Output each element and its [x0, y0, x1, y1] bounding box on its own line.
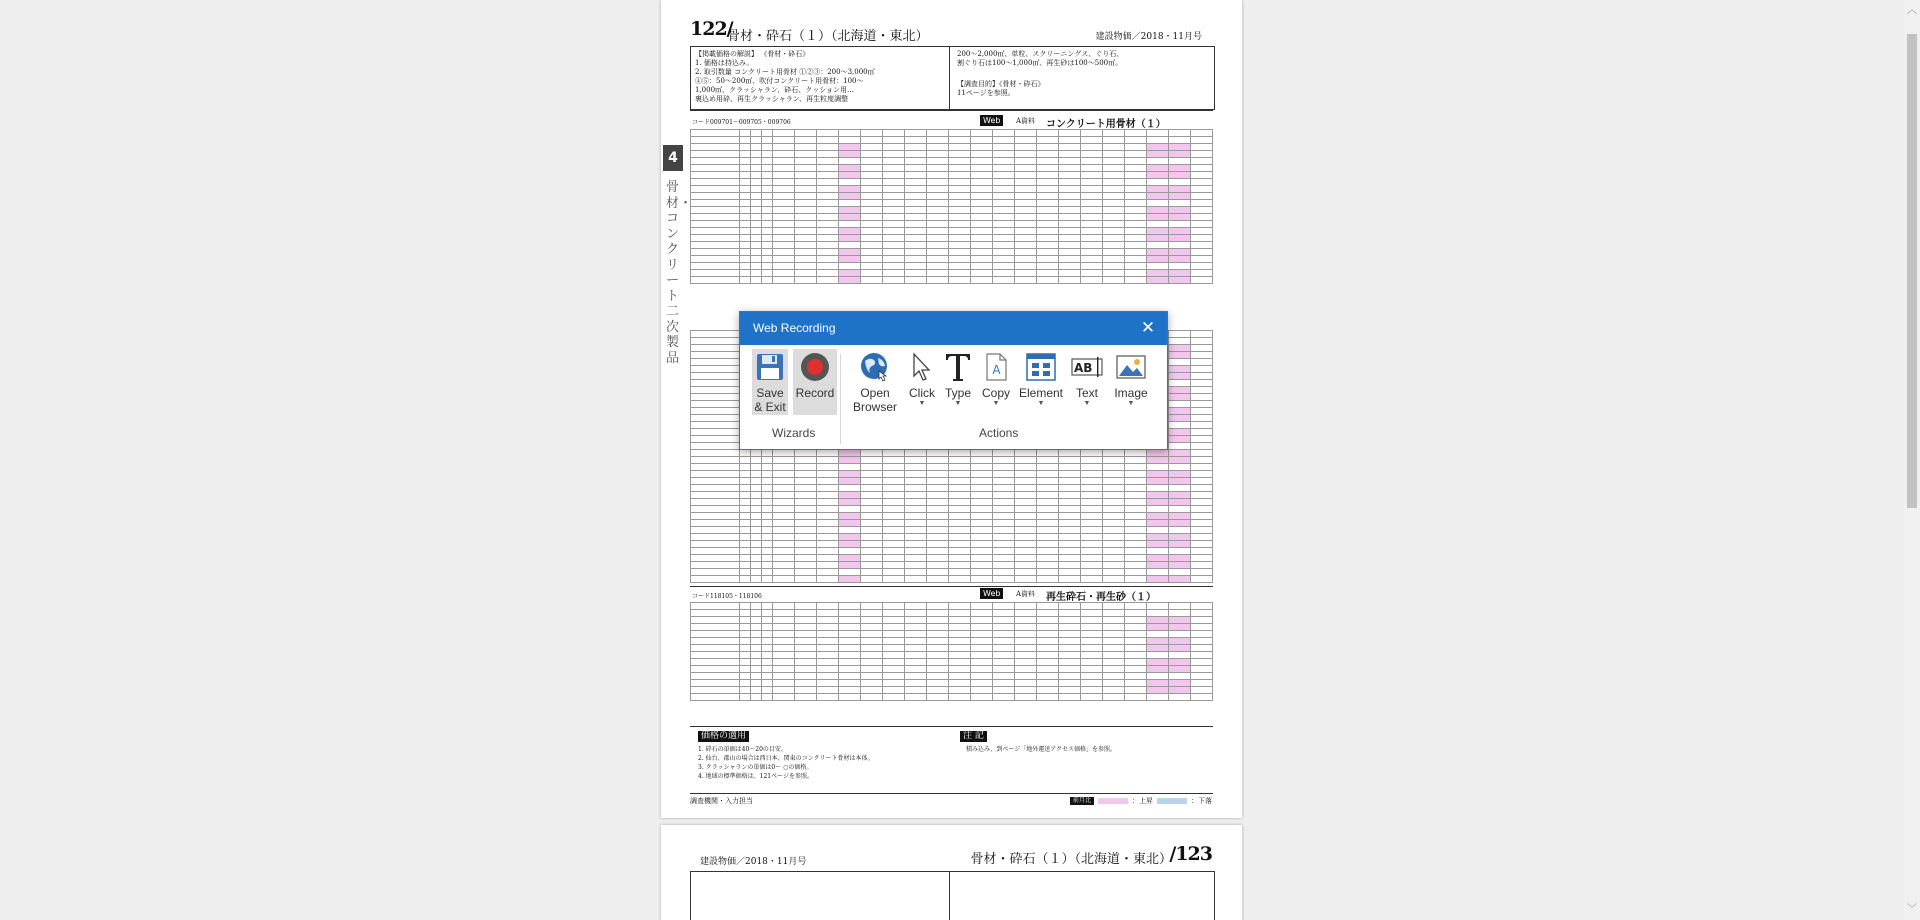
- click-label: Click: [909, 386, 935, 400]
- section3-title: 再生砕石・再生砂（１）: [1046, 592, 1156, 603]
- notes-box: [690, 46, 1215, 110]
- legend-down-label: ：下落: [1191, 797, 1212, 805]
- notes-right: [957, 50, 1123, 98]
- scroll-down-icon[interactable]: ﹀: [1907, 904, 1917, 915]
- price-note: 4. 地域の標準価格は、121ページを参照。: [698, 773, 813, 780]
- legend-up-swatch: [1098, 798, 1128, 804]
- type-label: Type: [944, 386, 971, 400]
- save-icon: [752, 349, 788, 385]
- price-note: 1. 砕石の単価は40～20の目安。: [698, 746, 787, 753]
- notes-line: 【掲載価格の解説】 《骨材・砕石》: [695, 50, 810, 58]
- section3-code: コード118105・118106: [692, 593, 762, 600]
- notes-box: [690, 871, 1215, 920]
- price-table-aggregates: [690, 129, 1213, 284]
- price-notes: [698, 745, 874, 781]
- record-label: Record: [795, 386, 835, 400]
- price-section-title: 価格の適用: [698, 731, 749, 742]
- record-icon: [793, 349, 837, 385]
- open-browser-text: Open Browser: [852, 386, 897, 414]
- section3-ref-tag: A資料: [1016, 590, 1036, 598]
- footer-legend: [1070, 796, 1212, 806]
- chevron-down-icon: ▼: [954, 400, 962, 407]
- chevron-down-icon: ▼: [1127, 400, 1135, 407]
- svg-text:AB: AB: [1074, 361, 1093, 375]
- chevron-down-icon: ▼: [1083, 400, 1091, 407]
- vertical-scrollbar[interactable]: [1904, 0, 1920, 920]
- notes-line: 裏込め用砕、再生クラッシャラン、再生粒度調整: [695, 95, 849, 103]
- type-button[interactable]: [941, 349, 975, 415]
- section1-ref-tag: A資料: [1016, 117, 1036, 125]
- notes-line: 2. 取引数量 コンクリート用骨材 ①②③：200～3,000㎥: [695, 68, 875, 76]
- chevron-down-icon: ▼: [992, 400, 1000, 407]
- section1-code: コード009701～009705・009706: [692, 119, 791, 126]
- section3-web-tag: Web: [980, 588, 1003, 599]
- caution-title: 注 記: [960, 731, 987, 742]
- copy-label: Copy: [981, 386, 1010, 400]
- text-icon: [1068, 349, 1106, 385]
- image-button[interactable]: [1110, 349, 1152, 415]
- page-number: /123: [1169, 843, 1212, 865]
- legend-label: 前月比: [1070, 797, 1094, 805]
- notes-line: 割ぐり石は100～1,000㎥、再生砂は100～500㎥。: [957, 59, 1123, 67]
- close-icon[interactable]: ✕: [1140, 318, 1156, 337]
- price-note: 3. クラッシャランの単価は0～ ○の価格。: [698, 764, 813, 771]
- chevron-down-icon: ▼: [1037, 400, 1045, 407]
- scroll-up-icon[interactable]: ︿: [1907, 5, 1917, 16]
- page-number: 122/: [690, 18, 733, 40]
- image-label: Image: [1114, 386, 1148, 400]
- record-button[interactable]: [793, 349, 837, 415]
- section1-title: コンクリート用骨材（１）: [1046, 119, 1166, 130]
- image-icon: [1110, 349, 1152, 385]
- click-button[interactable]: [905, 349, 939, 415]
- legend-up-label: ：上昇: [1132, 797, 1153, 805]
- svg-text:A: A: [992, 363, 1001, 377]
- notes-line: 【調査目的】《骨材・砕石》: [957, 80, 1045, 88]
- chapter-title-vertical: 骨材・コンクリート二次製品: [666, 180, 693, 366]
- copy-icon: [978, 349, 1014, 385]
- footer-left: 調査機関・入力担当: [690, 797, 753, 805]
- document-page-123: [661, 825, 1242, 920]
- page-title: 骨材・砕石（１）（北海道・東北）: [970, 852, 1172, 867]
- save-exit-label: Save & Exit: [754, 386, 786, 414]
- save-exit-button[interactable]: [752, 349, 788, 415]
- section1-web-tag: Web: [980, 115, 1003, 126]
- price-note: 2. 仙台、郡山の場合は西日本、関東のコンクリート骨材は本体。: [698, 755, 874, 762]
- wizards-group-label: Wizards: [772, 426, 816, 440]
- page-title: 骨材・砕石（１）（北海道・東北）: [727, 29, 929, 44]
- text-label: Text: [1075, 386, 1098, 400]
- group-separator: [840, 354, 841, 444]
- price-table-recycled: [690, 602, 1213, 701]
- element-button[interactable]: [1018, 349, 1064, 415]
- caution-text: 積み込み、到ページ「地外運送アクセス価格」を参照。: [966, 746, 1117, 753]
- publication-label: 建設物価／2018・11月号: [1095, 32, 1202, 42]
- publication-label: 建設物価／2018・11月号: [700, 857, 807, 867]
- notes-line: 1,000㎥、クラッシャラン、砕石、クッション用…: [695, 86, 855, 94]
- element-icon: [1018, 349, 1064, 385]
- notes-line: ④⑤：50～200㎥、吹付コンクリート用骨材：100～: [695, 77, 864, 85]
- web-recording-dialog: [739, 311, 1168, 450]
- actions-group-label: Actions: [979, 426, 1019, 440]
- dialog-title: Web Recording: [753, 321, 836, 335]
- open-browser-label: [846, 386, 904, 414]
- notes-left: [695, 50, 875, 104]
- dialog-titlebar[interactable]: [740, 312, 1167, 345]
- scrollbar-thumb[interactable]: [1907, 34, 1917, 508]
- copy-button[interactable]: [978, 349, 1014, 415]
- notes-line: 1. 価格は持込み。: [695, 59, 754, 67]
- chapter-number-tab: 4: [663, 145, 683, 171]
- text-button[interactable]: [1068, 349, 1106, 415]
- notes-line: 200～2,000㎥、単粒、スクリーニングス、ぐり石、: [957, 50, 1124, 58]
- element-label: Element: [1018, 386, 1064, 400]
- chevron-down-icon: ▼: [918, 400, 926, 407]
- legend-down-swatch: [1157, 798, 1187, 804]
- notes-line: 11ページを参照。: [957, 89, 1015, 97]
- globe-icon: [846, 349, 904, 385]
- type-icon: [941, 349, 975, 385]
- open-browser-button[interactable]: [846, 349, 904, 415]
- cursor-icon: [905, 349, 939, 385]
